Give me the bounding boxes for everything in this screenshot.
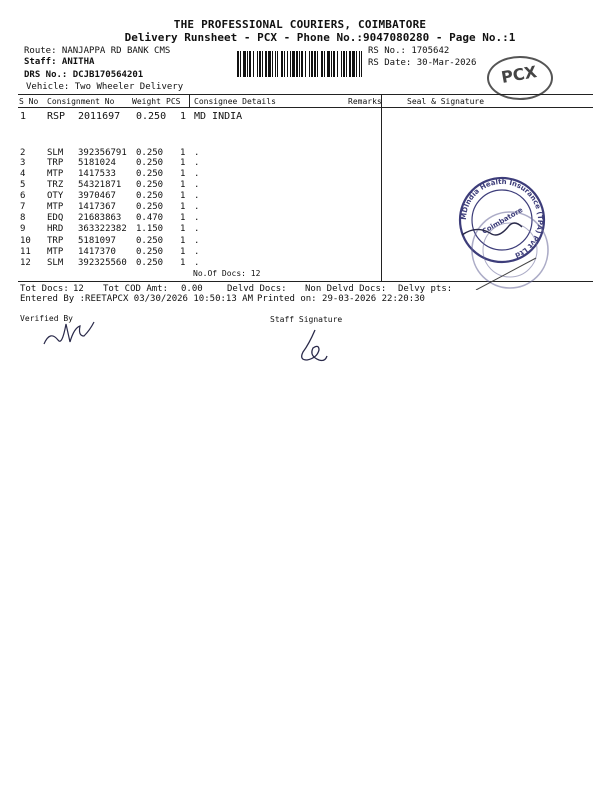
row-weight: 0.250 [136,236,164,246]
header-weight: Weight [132,97,161,106]
row-consignee: . [194,191,200,201]
barcode-bar [284,51,285,77]
barcode-bar [259,51,261,77]
row-pcs: 1 [180,224,186,234]
row-prefix: SLM [47,258,64,268]
pcx-stamp-label: PCX [499,62,539,87]
barcode-bar [253,51,254,77]
tot-cod-value: 0.00 [181,284,203,294]
row-pcs: 1 [180,236,186,246]
delvy-pts: Delvy pts: [398,284,453,294]
table-header [0,97,600,108]
header-pcs: PCS [166,97,181,106]
row-prefix: MTP [47,247,64,257]
row-number: 21683863 [78,213,122,223]
company-seal [418,140,558,290]
header-sno: S No [19,97,39,106]
row-weight: 0.250 [136,169,164,179]
vehicle-label: Vehicle: Two Wheeler Delivery [26,82,184,92]
row-prefix: RSP [47,111,66,122]
barcode-bar [333,51,335,77]
row-sno: 9 [20,224,26,234]
barcode-bar [356,51,357,77]
printed-on: Printed on: 29-03-2026 22:20:30 [257,294,425,304]
row-sno: 6 [20,191,26,201]
row-pcs: 1 [180,180,186,190]
barcode-bar [309,51,310,77]
delvd-docs: Delvd Docs: [227,284,287,294]
barcode-bar [237,51,239,77]
barcode-bar [346,51,347,77]
barcode-bar [305,51,306,77]
row-weight: 0.250 [136,180,164,190]
barcode-bar [275,51,276,77]
row-prefix: HRD [47,224,64,234]
row-pcs: 1 [180,202,186,212]
tot-cod-label: Tot COD Amt: [103,284,169,294]
rs-number: RS No.: 1705642 [368,46,450,56]
row-number: 392325560 [78,258,127,268]
row-consignee: . [194,180,200,190]
barcode-bar [359,51,360,77]
barcode-bar [352,51,355,77]
row-sno: 8 [20,213,26,223]
barcode-bar [337,51,338,77]
tot-docs-label: Tot Docs: [20,284,69,294]
barcode-bar [247,51,248,77]
row-pcs: 1 [180,247,186,257]
header-remarks: Remarks [348,97,382,106]
row-number: 1417533 [78,169,116,179]
barcode-bar [331,51,332,77]
row-consignee: . [194,247,200,257]
row-weight: 0.250 [136,158,164,168]
row-prefix: OTY [47,191,64,201]
row-sno: 4 [20,169,26,179]
row-weight: 0.250 [136,258,164,268]
barcode-bar [262,51,263,77]
row-weight: 0.250 [136,247,164,257]
row-consignee: MD INDIA [194,111,243,122]
barcode-bar [268,51,271,77]
verified-by-label: Verified By [20,314,73,323]
row-consignee: . [194,148,200,158]
barcode-bar [272,51,273,77]
barcode-bar [327,51,330,77]
row-pcs: 1 [180,258,186,268]
row-prefix: SLM [47,148,64,158]
header-seal-signature: Seal & Signature [407,97,485,106]
row-prefix: TRP [47,158,64,168]
barcode-bar [311,51,313,77]
row-number: 5181097 [78,236,116,246]
row-weight: 0.250 [136,111,167,122]
seal-ring-text: MDIndia Health Insurance (TPA) Pvt Ltd [459,177,545,260]
row-number: 392356791 [78,148,127,158]
barcode-bar [341,51,342,77]
row-sno: 10 [20,236,31,246]
row-number: 54321871 [78,180,122,190]
row-pcs: 1 [180,213,186,223]
barcode [237,51,365,77]
row-consignee: . [194,213,200,223]
entered-by: Entered By :REETAPCX 03/30/2026 10:50:13 AM [20,294,253,304]
row-sno: 1 [20,111,27,122]
row-sno: 7 [20,202,26,212]
header-consignment: Consignment No [47,97,115,106]
row-prefix: TRP [47,236,64,246]
barcode-bar [257,51,258,77]
barcode-bar [301,51,303,77]
seal-city: Coimbatore [480,205,525,236]
row-weight: 0.250 [136,191,164,201]
row-consignee: . [194,158,200,168]
barcode-bar [314,51,316,77]
row-prefix: EDQ [47,213,64,223]
row-pcs: 1 [180,169,186,179]
row-number: 2011697 [78,111,121,122]
row-weight: 0.250 [136,148,164,158]
runsheet-title: Delivery Runsheet - PCX - Phone No.:9047080280 - Page No.:1 [124,31,516,44]
barcode-bar [299,51,300,77]
row-pcs: 1 [180,111,187,122]
row-number: 3970467 [78,191,116,201]
row-number: 5181024 [78,158,116,168]
row-number: 1417367 [78,202,116,212]
row-sno: 11 [20,247,31,257]
barcode-bar [317,51,318,77]
header-consignee: Consignee Details [194,97,276,106]
route-label: Route: NANJAPPA RD BANK CMS [24,46,171,56]
rs-date: RS Date: 30-Mar-2026 [368,58,477,68]
company-title: THE PROFESSIONAL COURIERS, COIMBATORE [173,18,427,31]
barcode-bar [361,51,362,77]
row-consignee: . [194,236,200,246]
barcode-bar [240,51,241,77]
verified-signature [38,312,98,352]
staff-signature-label: Staff Signature [270,315,343,324]
tot-docs-value: 12 [73,284,84,294]
row-sno: 5 [20,180,26,190]
row-pcs: 1 [180,191,186,201]
barcode-bar [324,51,325,77]
barcode-bar [292,51,295,77]
row-prefix: TRZ [47,180,64,190]
drs-number: DRS No.: DCJB170564201 [24,70,144,80]
row-sno: 3 [20,158,26,168]
barcode-bar [296,51,298,77]
header-rule-top [18,94,593,95]
row-prefix: MTP [47,202,64,212]
barcode-bar [277,51,278,77]
barcode-bar [265,51,267,77]
row-sno: 12 [20,258,31,268]
barcode-bar [349,51,351,77]
barcode-bar [343,51,345,77]
staff-label: Staff: ANITHA [24,57,95,67]
non-delvd-docs: Non Delvd Docs: [305,284,387,294]
row-weight: 1.150 [136,224,164,234]
doc-count: No.Of Docs: 12 [193,269,261,278]
row-pcs: 1 [180,148,186,158]
staff-signature [295,326,335,370]
row-number: 1417370 [78,247,116,257]
row-consignee: . [194,224,200,234]
barcode-bar [243,51,246,77]
row-consignee: . [194,169,200,179]
barcode-bar [281,51,283,77]
row-weight: 0.250 [136,202,164,212]
row-consignee: . [194,202,200,212]
row-pcs: 1 [180,158,186,168]
barcode-bar [290,51,291,77]
row-weight: 0.470 [136,213,164,223]
barcode-bar [321,51,323,77]
row-sno: 2 [20,148,26,158]
seal-faded [472,212,548,288]
barcode-bar [249,51,251,77]
row-prefix: MTP [47,169,64,179]
table-row [0,111,600,122]
row-number: 363322382 [78,224,127,234]
row-consignee: . [194,258,200,268]
barcode-bar [287,51,288,77]
